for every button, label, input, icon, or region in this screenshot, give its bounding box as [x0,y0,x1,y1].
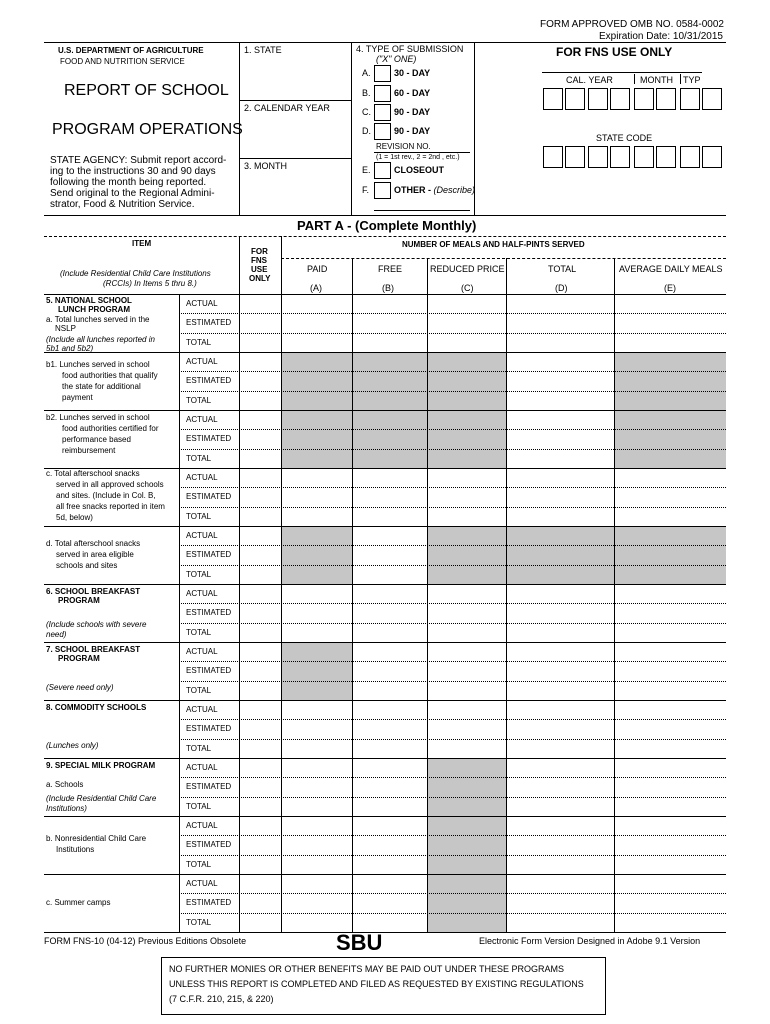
state-code-label: STATE CODE [596,133,653,143]
row-type-label: TOTAL [186,744,212,753]
fns-use-only-title: FOR FNS USE ONLY [556,45,673,59]
row-type-label: TOTAL [186,686,212,695]
row-type-label: ACTUAL [186,647,218,656]
row-type-label: ESTIMATED [186,840,232,849]
month-label: 3. MONTH [244,161,288,171]
other-describe-line[interactable] [374,210,470,211]
row-type-label: TOTAL [186,338,212,347]
state-field[interactable] [240,58,350,98]
checkbox-30-day[interactable] [374,65,391,82]
option-other: OTHER - (Describe) [394,185,476,195]
col-paid: PAID [307,264,328,274]
omb-number: FORM APPROVED OMB NO. 0584-0002 [540,19,724,30]
checkbox-90-day-revision[interactable] [374,123,391,140]
col-average-daily-meals: AVERAGE DAILY MEALS [619,264,723,274]
form-number: FORM FNS-10 (04-12) Previous Editions Obsolete [44,936,247,946]
row-type-label: ESTIMATED [186,318,232,327]
submission-type-sub: ("X" ONE) [376,54,417,64]
part-a-title: PART A - (Complete Monthly) [297,218,477,233]
col-total: TOTAL [548,264,577,274]
row-type-label: ESTIMATED [186,666,232,675]
col-free: FREE [378,264,403,274]
row-type-label: ESTIMATED [186,724,232,733]
row-type-label: TOTAL [186,802,212,811]
submission-type-label: 4. TYPE OF SUBMISSION [356,44,464,54]
row-type-label: ESTIMATED [186,434,232,443]
col-reduced-price: REDUCED PRICE [430,264,505,274]
number-of-meals-header: NUMBER OF MEALS AND HALF-PINTS SERVED [402,240,585,249]
row-type-label: ACTUAL [186,415,218,424]
checkbox-closeout[interactable] [374,162,391,179]
month-field[interactable] [240,174,350,214]
rcci-note-line1: (Include Residential Child Care Institutions [60,269,211,278]
checkbox-other[interactable] [374,182,391,199]
calendar-year-field[interactable] [240,116,350,156]
row-type-label: ACTUAL [186,589,218,598]
calendar-year-label: 2. CALENDAR YEAR [244,103,330,113]
row-type-label: TOTAL [186,570,212,579]
row-type-label: ACTUAL [186,879,218,888]
option-90-day: 90 - DAY [394,107,431,117]
row-type-label: TOTAL [186,628,212,637]
row-type-label: ACTUAL [186,705,218,714]
electronic-version: Electronic Form Version Designed in Adobe 9.1 Version [479,936,701,946]
department: U.S. DEPARTMENT OF AGRICULTURE [58,46,204,55]
row-type-label: ESTIMATED [186,376,232,385]
typ-label: TYP [683,75,701,85]
row-type-label: ESTIMATED [186,608,232,617]
row-type-label: ESTIMATED [186,492,232,501]
row-type-label: ACTUAL [186,531,218,540]
checkbox-90-day[interactable] [374,104,391,121]
row-type-label: ACTUAL [186,473,218,482]
item-header: ITEM [132,239,152,248]
month-code-label: MONTH [640,75,673,85]
option-closeout: CLOSEOUT [394,165,445,175]
row-type-label: TOTAL [186,512,212,521]
sbu-marking: SBU [336,930,383,955]
row-type-label: ESTIMATED [186,898,232,907]
row-type-label: ESTIMATED [186,782,232,791]
service: FOOD AND NUTRITION SERVICE [60,57,185,66]
row-type-label: ACTUAL [186,357,218,366]
row-type-label: TOTAL [186,860,212,869]
rcci-note-line2: (RCCIs) In Items 5 thru 8.) [103,279,197,288]
checkbox-60-day[interactable] [374,85,391,102]
row-type-label: TOTAL [186,918,212,927]
expiration-date: Expiration Date: 10/31/2015 [599,31,723,42]
revision-label: REVISION NO. [376,142,431,151]
form-title-line1: REPORT OF SCHOOL [64,82,229,99]
row-type-label: ACTUAL [186,299,218,308]
row-type-label: ACTUAL [186,821,218,830]
row-type-label: ESTIMATED [186,550,232,559]
option-90-day-revision: 90 - DAY [394,126,431,136]
option-30-day: 30 - DAY [394,68,431,78]
state-field-label: 1. STATE [244,45,282,55]
row-type-label: TOTAL [186,396,212,405]
option-60-day: 60 - DAY [394,88,431,98]
row-type-label: TOTAL [186,454,212,463]
row-type-label: ACTUAL [186,763,218,772]
notice-box: NO FURTHER MONIES OR OTHER BENEFITS MAY BE PAID OUT UNDER THESE PROGRAMS UNLESS THIS REPORT IS COMPLETED AND FILED AS REQUESTED BY EXISTING REGULATIONS (7 C.F.R. 210, 215, & 220) [161,957,606,1015]
form-title-line2: PROGRAM OPERATIONS [52,121,243,138]
revision-note: (1 = 1st rev., 2 = 2nd , etc.) [376,154,460,161]
cal-year-label: CAL. YEAR [566,75,613,85]
